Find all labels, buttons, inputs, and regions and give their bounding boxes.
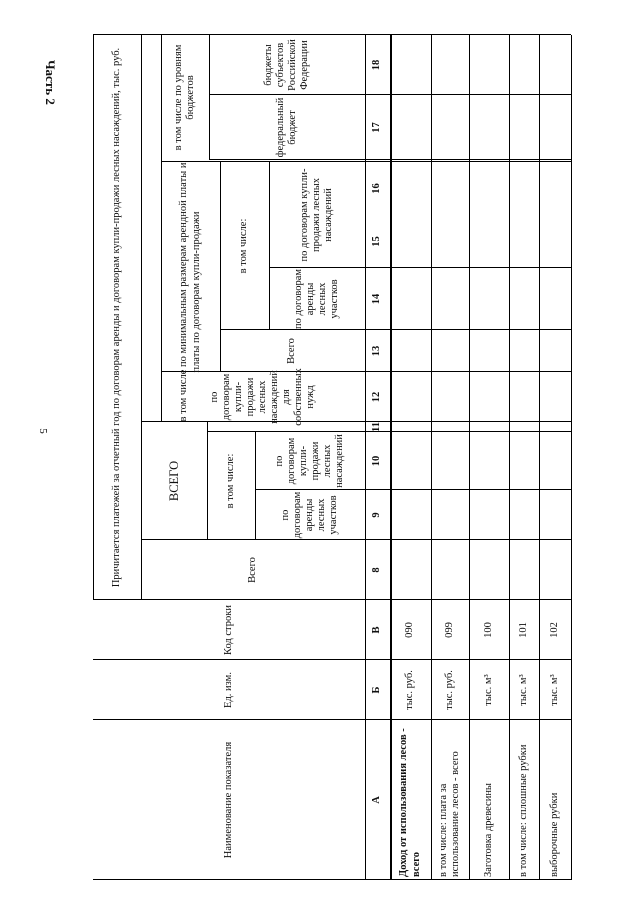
name-header: Наименование показателя (222, 741, 234, 859)
row-090-name: Доход от использования лесов - всего (398, 728, 422, 877)
row-101-unit: тыс. м³ (517, 674, 529, 706)
table-caption: Причитается платежей за отчетный год по договорам аренды и договорам купли-продажи лесных насаждений, тыс. руб. (110, 47, 122, 588)
row-099-unit: тыс. руб. (443, 670, 455, 710)
page-number: 5 (36, 428, 49, 434)
colnum-11: 11 (371, 422, 383, 432)
row-099-code: 099 (443, 622, 455, 638)
col13-header: Всего (286, 338, 298, 364)
total-group-header: ВСЕГО (166, 460, 181, 502)
col10-header: по договорам купли-продажи лесных насаждений (273, 434, 346, 488)
colnum-V: В (371, 626, 383, 634)
colnum-15: 15 (371, 236, 383, 247)
budget-group-header: в том числе по уровням бюджетов (172, 44, 196, 151)
col9-header: по договорам аренды лесных участков (279, 491, 340, 539)
colnum-8: 8 (371, 567, 383, 573)
code-header: Код строки (222, 605, 234, 655)
row-101-name: в том числе: сплошные рубки (517, 744, 529, 877)
colnum-10: 10 (371, 455, 383, 467)
colnum-14: 14 (371, 293, 383, 305)
colnum-9: 9 (371, 512, 383, 518)
colnum-12: 12 (371, 391, 383, 403)
row-100-unit: тыс. м³ (482, 674, 494, 706)
colnum-B: Б (371, 686, 383, 694)
colnum-17: 17 (371, 122, 383, 133)
colnum-16: 16 (371, 183, 383, 194)
in-that-number-label: в том числе: (224, 453, 236, 509)
col17-header: федеральный бюджет (274, 97, 298, 158)
col14-header: по договорам аренды лесных участков (292, 268, 341, 330)
in-that-number-min-label: в том числе: (238, 218, 250, 274)
table-border-bottom (571, 35, 572, 880)
col12-header: по договорам купли-продажи лесных насаждений для собственных нужд (208, 368, 317, 426)
colnum-18: 18 (371, 59, 383, 71)
colnum-A: А (371, 796, 383, 804)
part-label: Часть 2 (43, 60, 58, 105)
colnum-13: 13 (371, 345, 383, 357)
row-102-unit: тыс. м³ (548, 674, 560, 706)
min-group-header: в том числе по минимальным размерам арендной платы и платы по договорам купли-продажи (178, 162, 202, 422)
row-102-name: выборочные рубки (548, 792, 560, 877)
col15-header: по договорам купли-продажи лесных насаждений (298, 168, 335, 262)
row-100-name: Заготовка древесины (482, 783, 494, 877)
unit-header: Ед. изм. (222, 672, 234, 708)
row-090-code: 090 (404, 622, 416, 638)
row-090-unit: тыс. руб. (404, 670, 416, 710)
col8-header: Всего (246, 557, 258, 583)
rotated-table (93, 35, 613, 880)
row-101-code: 101 (517, 622, 529, 638)
row-102-code: 102 (548, 622, 560, 638)
row-099-name: в том числе: плата за использование лесов - всего (437, 751, 461, 877)
row-100-code: 100 (482, 622, 494, 638)
col18-header: бюджеты субъектов Российской Федерации (262, 39, 311, 91)
